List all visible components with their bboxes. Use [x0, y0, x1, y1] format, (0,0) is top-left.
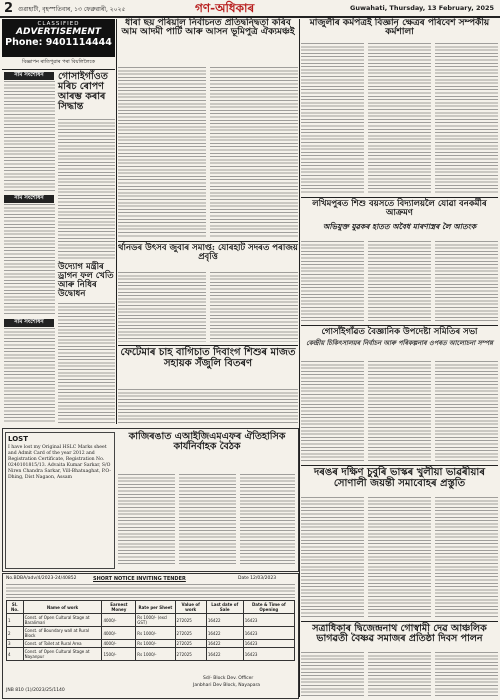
main-text-2a [301, 241, 364, 321]
udyog-text [58, 303, 115, 423]
tea-text [118, 389, 298, 424]
mid-headline-2: ৰ্থানডৰ উৎসব জুবাৰ সমাপ্ত: যোৰহাট সদৰত পৰাজয় প্ৰবৃত্তি [118, 243, 298, 262]
main-text-4b [368, 497, 431, 617]
table-cell: Const. of Boundary wall at Rural Block [23, 627, 102, 640]
classified-label: CLASSIFIED [37, 21, 80, 27]
mid-text-2 [210, 67, 298, 237]
aisf-headline: কাজিৰঙাত এআইজিএমএফৰ ঐতিহাসিক কাৰ্যনিৰ্বাহক বৈঠক [128, 431, 286, 452]
table-row [7, 640, 295, 648]
mid-text-3 [118, 272, 206, 342]
divider [301, 465, 498, 466]
table-header: Value of work [175, 601, 206, 614]
table-cell: Const. of Open Cultural Stage at Nayanpur [23, 648, 102, 661]
divider [301, 621, 498, 622]
udyog-headline: উদ্যোগ মন্ত্ৰীৰ ড্ৰাগন ফল খেতি আৰু নিধিৰ উদ্বোধন [58, 262, 114, 299]
aisf-box [2, 428, 299, 572]
main-text-1c [435, 43, 498, 193]
main-headline-5: সত্ৰাধিকাৰ দ্বিজেন্দ্ৰনাথ গোস্বামী দেৱ আঞ্চলিক ভাগৱতী বৈষ্ণৱ সমাজৰ প্ৰতিষ্ঠা দিবস পালন [312, 623, 487, 644]
aisf-text-2 [179, 474, 236, 566]
classified-column [2, 19, 115, 424]
names-heading-2: নাম সংশোধন [4, 195, 54, 203]
main-text-5b [368, 652, 431, 696]
table-header: Last date of Sale [206, 601, 243, 614]
logo: গণ-অধিকাৰ [195, 1, 255, 15]
classified-text-2 [4, 204, 55, 314]
column-divider [299, 19, 300, 697]
main-text-5c [435, 652, 498, 696]
main-text-3b [368, 361, 431, 461]
main-text-3a [301, 361, 364, 461]
divider [118, 345, 298, 346]
main-text-2c [435, 241, 498, 321]
date-left: গুৱাহাটী, বৃহস্পতিবাৰ, ১৩ ফেব্ৰুৱাৰী, ২০২৫ [18, 6, 126, 13]
main-text-2b [368, 241, 431, 321]
tender-ref: No.BDBA/adv/4/2023-24/40852 [6, 576, 77, 581]
aisf-text-1 [118, 474, 175, 566]
main-headline-2: লখিমপুৰত শিশু বয়সতে বিদ্যালয়লৈ যোৱা বনকৰ্মীৰ আক্ৰমণ [312, 199, 487, 218]
table-cell: 16423 [243, 614, 294, 627]
table-cell: 272025 [175, 614, 206, 627]
table-header: Sl. No. [7, 601, 24, 614]
mid-headline-1: ধাৰা ছয় পৰিয়াল নিৰ্বাচনত প্ৰতিদ্বন্দ্বিতা কৰিব আম আদমী পাৰ্টি আৰু আসন ভূমিপুত্ৰ ঐক্যমঞ্চই [121, 18, 295, 38]
names-heading-1: নাম সংশোধন [4, 72, 54, 80]
date-right: Guwahati, Thursday, 13 February, 2025 [350, 4, 495, 12]
table-cell: Const. of Open Cultural Stage at Baralimari [23, 614, 102, 627]
table-header: Rate per Sheet [136, 601, 175, 614]
lost-title: LOST [8, 435, 28, 443]
mid-text-4 [210, 272, 298, 342]
aisf-text-3 [240, 474, 295, 566]
column-divider [116, 19, 117, 424]
table-cell: Rs 1000/- [136, 640, 175, 648]
classified-text-3 [4, 328, 55, 423]
table-cell: 4000/- [102, 640, 136, 648]
main-headline-3-sub: কেন্দ্ৰীয় চিকিৎসালয়ৰ নিৰ্বাচন আৰু পৰিকল্পনাৰ ওপৰত আলোচনা সম্পন্ন [306, 339, 493, 347]
lost-box [5, 432, 115, 569]
table-cell: 3 [7, 640, 24, 648]
table-cell: 2 [7, 627, 24, 640]
table-cell: 4 [7, 648, 24, 661]
gossain-headline: গোসাইগাঁওত মৰিচ ৰোপণ আৰম্ভ কৰাৰ সিদ্ধান্ত [58, 71, 108, 112]
table-cell: 1 [7, 614, 24, 627]
table-row [7, 614, 295, 627]
tender-table [6, 600, 295, 661]
main-text-1a [301, 43, 364, 193]
table-cell: 16423 [243, 648, 294, 661]
table-cell: 272025 [175, 640, 206, 648]
mid-text-1 [118, 67, 206, 237]
table-header: Name of work [23, 601, 102, 614]
gossain-text [58, 119, 115, 259]
classified-title: ADVERTISEMENT [16, 27, 101, 37]
divider [118, 241, 298, 242]
divider [2, 69, 115, 70]
table-cell: 16423 [243, 627, 294, 640]
table-cell: 16423 [243, 640, 294, 648]
classified-note: বিজ্ঞাপন ৰাতিপুৱাৰ পৰা বিয়লিলৈকে [22, 59, 95, 65]
tender-intro [6, 584, 295, 598]
main-section [301, 19, 498, 699]
table-cell: Rs 1000/- [136, 648, 175, 661]
tender-footer: Janbhari Dev Block, Nayapara [193, 683, 261, 688]
main-text-5a [301, 652, 364, 696]
table-row [7, 627, 295, 640]
main-headline-2-sub: অভিযুক্ত যুৱকৰ হাতত অবৈধ মাৰণাস্ত্ৰৰ লৈ আতংক [322, 222, 477, 231]
divider [301, 325, 498, 326]
main-text-3c [435, 361, 498, 461]
tender-date: Date 12/03/2023 [238, 576, 277, 581]
table-cell: 16422 [206, 614, 243, 627]
classified-text-1 [4, 81, 55, 191]
tender-signature: Sd/- Block Dev. Officer [203, 676, 254, 681]
tender-bottom-ref: JNB 810 (1)/2023/25/1140 [6, 688, 65, 693]
table-cell: 16422 [206, 640, 243, 648]
table-cell: 272025 [175, 627, 206, 640]
table-cell: 16422 [206, 627, 243, 640]
main-headline-4: দৰঙৰ দক্ষিণ চুবুৰি ভাস্কৰ খুলীয়া ভাৱৰীয়াৰ সোণালী জয়ন্তী সমাবোহৰ প্ৰস্তুতি [314, 467, 485, 489]
table-cell: 1500/- [102, 648, 136, 661]
table-cell: Const. of Toilet at Rural Area [23, 640, 102, 648]
table-cell: 272025 [175, 648, 206, 661]
tea-headline: ফেটেমাৰ চাহ বাগিচাত দিবাংগ শিশুৰ মাজত সহায়ক সঁজুলি বিতৰণ [120, 347, 296, 369]
main-text-4a [301, 497, 364, 617]
table-row [7, 648, 295, 661]
table-cell: 4000/- [102, 627, 136, 640]
tender-header-row [7, 601, 295, 614]
masthead [0, 0, 500, 18]
table-cell: 4000/- [102, 614, 136, 627]
classified-phone: Phone: 9401114444 [5, 37, 112, 48]
main-text-4c [435, 497, 498, 617]
table-cell: Rs 1000/- (excl GST) [136, 614, 175, 627]
main-headline-3: গোসাঁইগাঁৱত বৈজ্ঞানিক উপদেষ্টা সমিতিৰ সভা [321, 327, 478, 337]
tender-title: SHORT NOTICE INVITING TENDER [93, 576, 186, 582]
lost-body: I have lost my Original HSLC Marks sheet and Admit Card of the year 2012 and Registration Certificate, Registration No. 0240101815/13. Advaita Kumar Sarkar, S/O Niren Chandra Sarkar, Vill-Bhatuaghat, P.O- Dhing, Dist Nagaon, Assam [8, 445, 111, 480]
page-number: 2 [4, 1, 14, 16]
table-header: Date & Time of Opening [243, 601, 294, 614]
main-headline-1: মাজুলীৰ কৰ্মপত্ৰই বিজ্ঞান ক্ষেত্ৰৰ পৰিবেশ সম্পৰ্কীয় কৰ্মশালা [309, 18, 490, 38]
classified-header [2, 19, 115, 57]
table-cell: 16422 [206, 648, 243, 661]
table-cell: Rs 1000/- [136, 627, 175, 640]
main-text-1b [368, 43, 431, 193]
tender-notice [2, 573, 299, 699]
middle-column [118, 19, 298, 424]
table-header: Earnest Money [102, 601, 136, 614]
names-heading-3: নাম সংশোধন [4, 319, 54, 327]
divider [301, 197, 498, 198]
